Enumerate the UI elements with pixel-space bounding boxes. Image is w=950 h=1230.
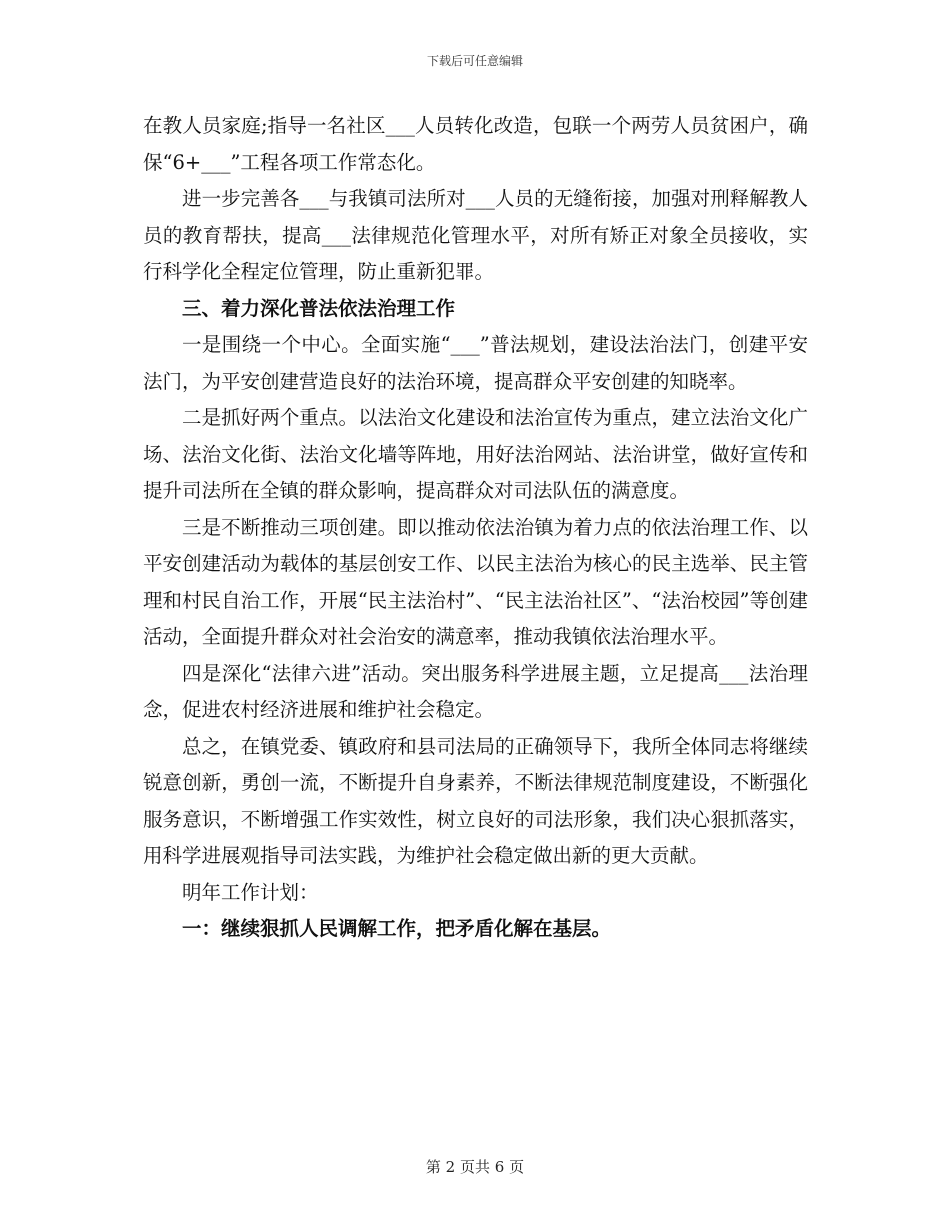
paragraph-8: 总之，在镇党委、镇政府和县司法局的正确领导下，我所全体同志将继续锐意创新，勇创一流，不断提升自身素养，不断法律规范制度建设，不断强化服务意识，不断增强工作实效性，树立良好的司法形象，我们决心狠抓落实，用科学进展观指导司法实践，为维护社会稳定做出新的更大贡献。 bbox=[143, 734, 808, 867]
paragraph-4: 一是围绕一个中心。全面实施“___”普法规划，建设法治法门，创建平安法门，为平安创建营造良好的法治环境，提高群众平安创建的知晓率。 bbox=[143, 333, 808, 393]
paragraph-5: 二是抓好两个重点。以法治文化建设和法治宣传为重点，建立法治文化广场、法治文化街、法治文化墙等阵地，用好法治网站、法治讲堂，做好宣传和提升司法所在全镇的群众影响，提高群众对司法队伍的满意度。 bbox=[143, 406, 808, 502]
paragraph-6: 三是不断推动三项创建。即以推动依法治镇为着力点的依法治理工作、以平安创建活动为载体的基层创安工作、以民主法治为核心的民主选举、民主管理和村民自治工作，开展“民主法治村”、“民主法治社区”、“法治校园”等创建活动，全面提升群众对社会治安的满意率，推动我镇依法治理水平。 bbox=[143, 515, 808, 648]
section-heading: 三、着力深化普法依法治理工作 bbox=[182, 296, 456, 320]
paragraph-9: 明年工作计划： bbox=[182, 880, 319, 904]
page-header: 下载后可任意编辑 bbox=[426, 54, 523, 68]
document-body bbox=[143, 108, 808, 948]
page-footer: 第 2 页共 6 页 bbox=[425, 1158, 525, 1176]
paragraph-1: 在教人员家庭;指导一名社区___人员转化改造，包联一个两劳人员贫困户，确保“6+___”工程各项工作常态化。 bbox=[143, 114, 808, 174]
paragraph-7: 四是深化“法律六进”活动。突出服务科学进展主题，立足提高___法治理念，促进农村经济进展和维护社会稳定。 bbox=[143, 661, 808, 721]
paragraph-2: 进一步完善各___与我镇司法所对___人员的无缝衔接，加强对刑释解教人员的教育帮扶，提高___法律规范化管理水平，对所有矫正对象全员接收，实行科学化全程定位管理，防止重新犯罪。 bbox=[143, 187, 808, 283]
plan-heading: 一：继续狠抓人民调解工作，把矛盾化解在基层。 bbox=[182, 917, 612, 940]
